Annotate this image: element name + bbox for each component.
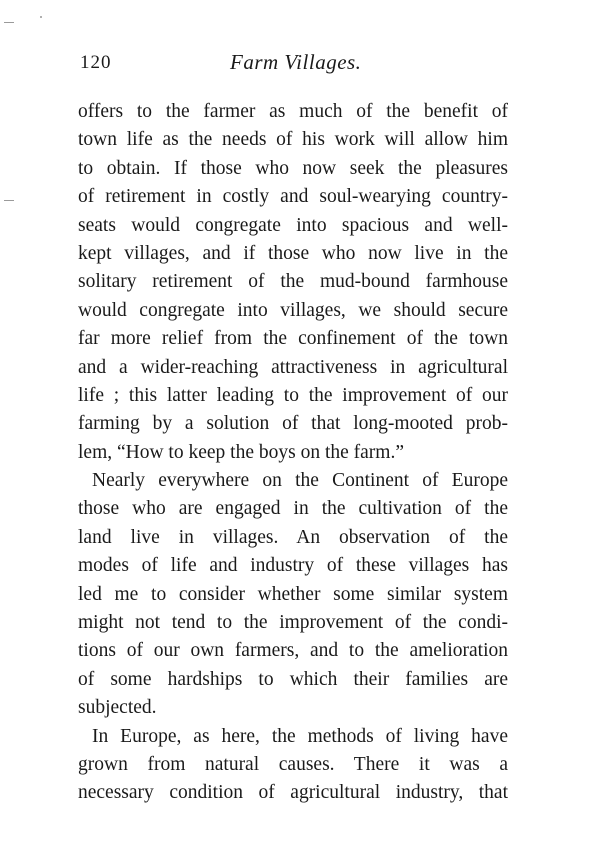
page-number: 120 bbox=[80, 52, 112, 73]
text-line: led me to consider whether some similar system bbox=[78, 583, 508, 605]
text-line: to obtain. If those who now seek the pleasures bbox=[78, 157, 508, 179]
text-line: modes of life and industry of these villages has bbox=[78, 555, 508, 577]
text-line: town life as the needs of his work will allow him bbox=[78, 129, 508, 151]
text-line: of some hardships to which their families are bbox=[78, 668, 508, 690]
text-line: life ; this latter leading to the improvement of our bbox=[78, 384, 508, 406]
text-line: Nearly everywhere on the Continent of Europe bbox=[92, 470, 508, 492]
scan-mark bbox=[4, 22, 14, 23]
text-line: would congregate into villages, we should secure bbox=[78, 299, 508, 321]
scan-mark bbox=[4, 200, 14, 201]
text-line: grown from natural causes. There it was a bbox=[78, 753, 508, 775]
text-line: farming by a solution of that long-mooted prob- bbox=[78, 413, 508, 435]
text-line: kept villages, and if those who now live in the bbox=[78, 242, 508, 264]
text-line: subjected. bbox=[78, 697, 157, 719]
text-line: of retirement in costly and soul-wearying country- bbox=[78, 186, 508, 208]
text-line: In Europe, as here, the methods of living have bbox=[92, 725, 508, 747]
text-line: land live in villages. An observation of the bbox=[78, 526, 508, 548]
text-line: and a wider-reaching attractiveness in agricultural bbox=[78, 356, 508, 378]
text-line: seats would congregate into spacious and well- bbox=[78, 214, 508, 236]
text-line: tions of our own farmers, and to the amelioration bbox=[78, 640, 508, 662]
text-line: might not tend to the improvement of the condi- bbox=[78, 612, 508, 634]
text-line: those who are engaged in the cultivation of the bbox=[78, 498, 508, 520]
text-line: offers to the farmer as much of the benefit of bbox=[78, 101, 508, 122]
running-title: Farm Villages. bbox=[230, 50, 362, 74]
body-text bbox=[78, 98, 508, 808]
text-line: far more relief from the confinement of the town bbox=[78, 328, 508, 350]
scan-mark bbox=[40, 16, 42, 18]
text-line: lem, “How to keep the boys on the farm.” bbox=[78, 441, 404, 463]
page-header bbox=[80, 48, 510, 78]
text-line: solitary retirement of the mud-bound farmhouse bbox=[78, 271, 508, 293]
text-line: necessary condition of agricultural industry, that bbox=[78, 782, 508, 804]
